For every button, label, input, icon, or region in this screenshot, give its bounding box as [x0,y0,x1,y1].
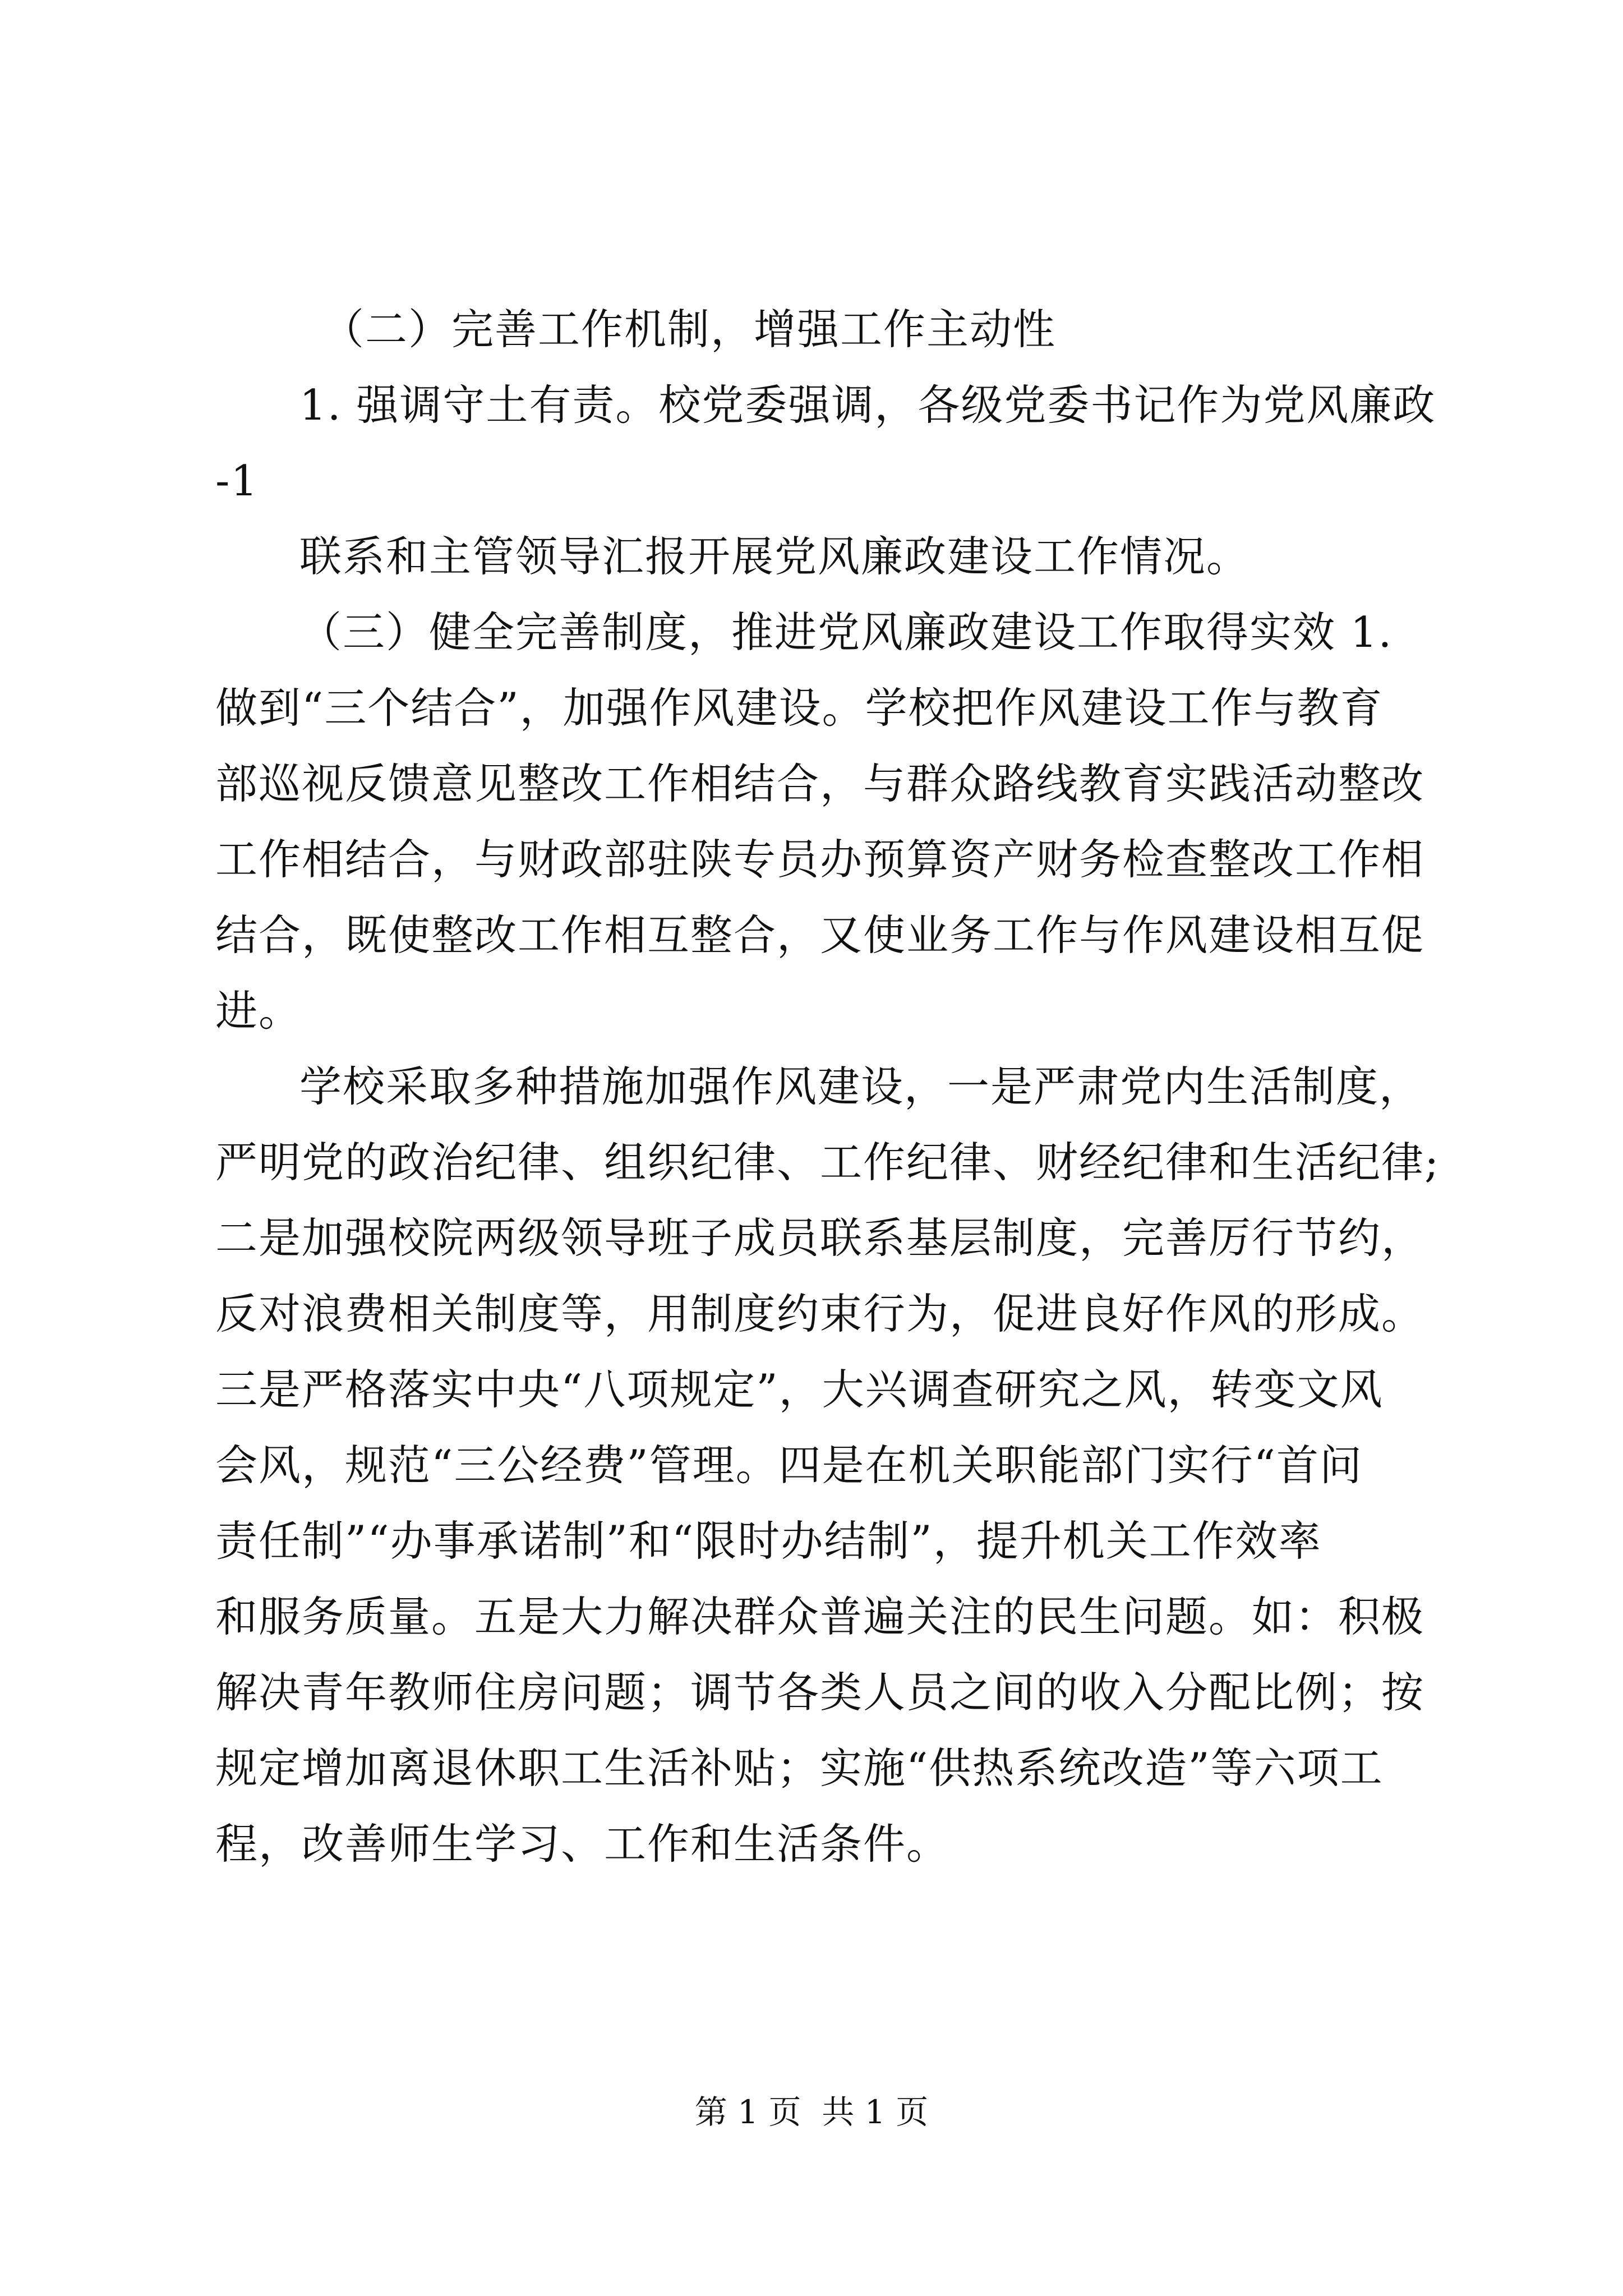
page-number-footer: 第 1 页 共 1 页 [694,2093,929,2131]
paragraph-line: 部巡视反馈意见整改工作相结合，与群众路线教育实践活动整改 [215,759,1425,808]
paragraph-line: 二是加强校院两级领导班子成员联系基层制度，完善厉行节约， [215,1213,1425,1263]
paragraph-line: 严明党的政治纪律、组织纪律、工作纪律、财经纪律和生活纪律; [215,1138,1440,1187]
paragraph-line: 反对浪费相关制度等，用制度约束行为，促进良好作风的形成。 [215,1289,1425,1338]
paragraph-line: 联系和主管领导汇报开展党风廉政建设工作情况。 [299,532,1250,581]
paragraph-line: 三是严格落实中央“八项规定”，大兴调查研究之风，转变文风 [215,1365,1384,1414]
paragraph-line: 解决青年教师住房问题；调节各类人员之间的收入分配比例；按 [215,1668,1425,1717]
paragraph-line: 规定增加离退休职工生活补贴；实施“供热系统改造”等六项工 [215,1743,1384,1793]
paragraph-line: -1 [215,456,259,505]
paragraph-line: 责任制”“办事承诺制”和“限时办结制”，提升机关工作效率 [215,1516,1322,1566]
paragraph-line: 学校采取多种措施加强作风建设，一是严肃党内生活制度， [299,1062,1423,1111]
paragraph-line: 1. 强调守土有责。校党委强调，各级党委书记作为党风廉政 [299,380,1436,430]
section-heading-2: （二）完善工作机制，增强工作主动性 [322,305,1057,354]
paragraph-line: 和服务质量。五是大力解决群众普遍关注的民生问题。如：积极 [215,1592,1425,1641]
paragraph-line: 会风，规范“三公经费”管理。四是在机关职能部门实行“首问 [215,1441,1363,1490]
document-body [215,292,1440,1882]
paragraph-line: 结合，既使整改工作相互整合，又使业务工作与作风建设相互促 [215,910,1425,960]
section-heading-3: （三）健全完善制度，推进党风廉政建设工作取得实效 1. [299,608,1393,657]
paragraph-line: 进。 [215,986,302,1036]
paragraph-line: 工作相结合，与财政部驻陕专员办预算资产财务检查整改工作相 [215,835,1425,884]
paragraph-line: 程，改善师生学习、工作和生活条件。 [215,1819,950,1869]
paragraph-line: 做到“三个结合”，加强作风建设。学校把作风建设工作与教育 [215,683,1384,733]
